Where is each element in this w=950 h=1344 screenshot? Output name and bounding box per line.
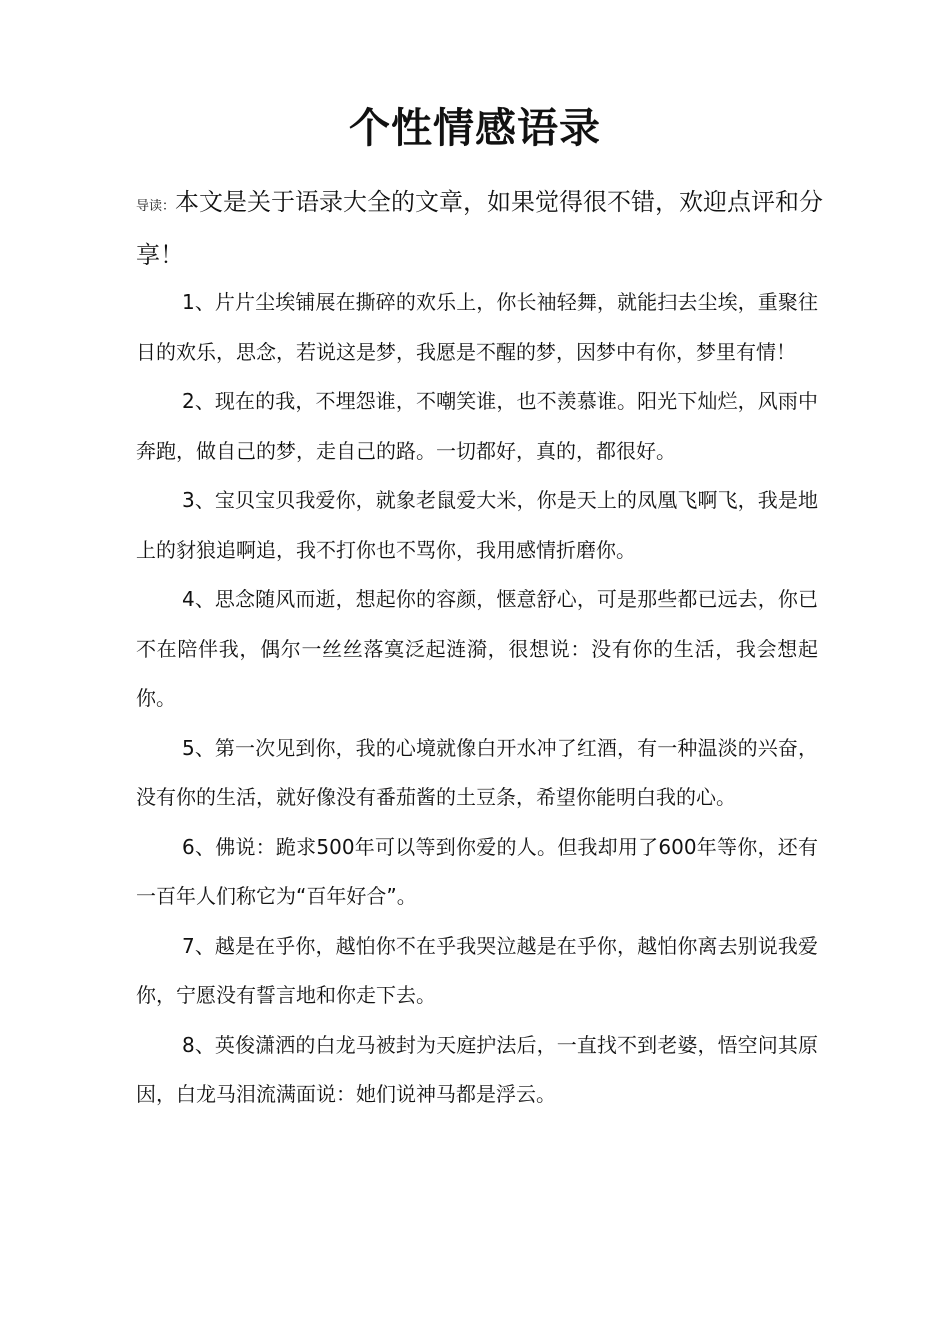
quote-paragraph: 7、越是在乎你，越怕你不在乎我哭泣越是在乎你，越怕你离去别说我爱你，宁愿没有誓言地和你走下去。 (136, 933, 818, 1007)
quote-paragraph: 6、佛说：跪求500年可以等到你爱的人。但我却用了600年等你，还有一百年人们称它为“百年好合”。 (136, 834, 818, 908)
intro-label: 导读： (136, 199, 176, 214)
quote-paragraph: 2、现在的我，不埋怨谁，不嘲笑谁，也不羡慕谁。阳光下灿烂，风雨中奔跑，做自己的梦，走自己的路。一切都好，真的，都很好。 (136, 389, 818, 463)
quote-paragraph: 3、宝贝宝贝我爱你，就象老鼠爱大米，你是天上的凤凰飞啊飞，我是地上的豺狼追啊追，我不打你也不骂你，我用感情折磨你。 (136, 488, 818, 562)
quote-paragraph: 8、英俊潇洒的白龙马被封为天庭护法后，一直找不到老婆，悟空问其原因，白龙马泪流满面说：她们说神马都是浮云。 (136, 1032, 818, 1106)
intro-text: 本文是关于语录大全的文章，如果觉得很不错，欢迎点评和分享！ (136, 188, 824, 269)
quote-paragraph: 1、片片尘埃铺展在撕碎的欢乐上，你长袖轻舞，就能扫去尘埃，重聚往日的欢乐，思念，若说这是梦，我愿是不醒的梦，因梦中有你，梦里有情！ (136, 290, 818, 364)
quote-paragraph: 4、思念随风而逝，想起你的容颜，惬意舒心，可是那些都已远去，你已不在陪伴我，偶尔一丝丝落寞泛起涟漪，很想说：没有你的生活，我会想起你。 (136, 587, 818, 710)
page-title: 个性情感语录 (349, 104, 601, 152)
quote-list (136, 278, 818, 1120)
intro-paragraph (136, 178, 836, 280)
quote-paragraph: 5、第一次见到你，我的心境就像白开水冲了红酒，有一种温淡的兴奋，没有你的生活，就好像没有番茄酱的土豆条，希望你能明白我的心。 (136, 735, 818, 809)
